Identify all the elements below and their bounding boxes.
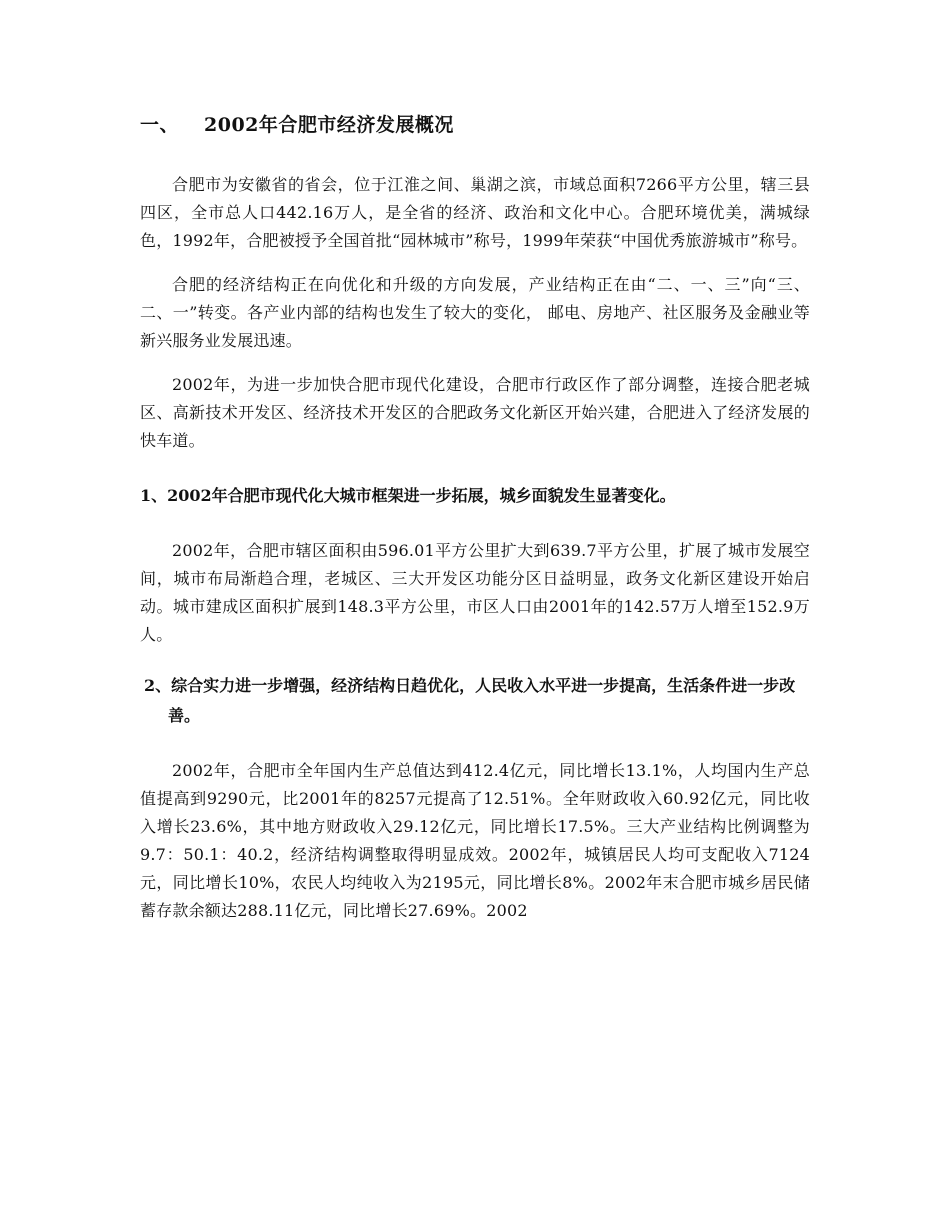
section-2-paragraph: 2002年，合肥市全年国内生产总值达到412.4亿元，同比增长13.1%，人均国内生产总值提高到9290元，比2001年的8257元提高了12.51%。全年财政收入60.92亿元，同比收入增长23.6%，其中地方财政收入29.12亿元，同比增长17.5%。三大产业结构比例调整为9.7：50.1：40.2，经济结构调整取得明显成效。2002年，城镇居民人均可支配收入7124元，同比增长10%，农民人均纯收入为2195元，同比增长8%。2002年末合肥市城乡居民储蓄存款余额达288.11亿元，同比增长27.69%。2002 [140, 761, 810, 920]
section-1-heading: 1、2002年合肥市现代化大城市框架进一步拓展，城乡面貌发生显著变化。 [140, 486, 676, 505]
section-1-paragraph: 2002年，合肥市辖区面积由596.01平方公里扩大到639.7平方公里，扩展了城市发展空间，城市布局渐趋合理，老城区、三大开发区功能分区日益明显，政务文化新区建设开始启动。城市建成区面积扩展到148.3平方公里，市区人口由2001年的142.57万人增至152.9万人。 [140, 541, 810, 644]
document-page [140, 110, 810, 941]
intro-paragraph-2: 合肥的经济结构正在向优化和升级的方向发展，产业结构正在由“二、一、三”向“三、二、一”转变。各产业内部的结构也发生了较大的变化， 邮电、房地产、社区服务及金融业等新兴服务业发展迅速。 [140, 275, 810, 350]
page-title [140, 110, 810, 137]
title-number: 一、 [140, 114, 180, 136]
title-text: 2002年合肥市经济发展概况 [204, 114, 454, 136]
section-2-heading: 2、综合实力进一步增强，经济结构日趋优化，人民收入水平进一步提高，生活条件进一步改善。 [144, 676, 796, 725]
intro-paragraph-1: 合肥市为安徽省的省会，位于江淮之间、巢湖之滨，市域总面积7266平方公里，辖三县四区，全市总人口442.16万人，是全省的经济、政治和文化中心。合肥环境优美，满城绿色，1992年，合肥被授予全国首批“园林城市”称号，1999年荣获“中国优秀旅游城市”称号。 [140, 175, 810, 250]
intro-paragraph-3: 2002年，为进一步加快合肥市现代化建设，合肥市行政区作了部分调整，连接合肥老城区、高新技术开发区、经济技术开发区的合肥政务文化新区开始兴建，合肥进入了经济发展的快车道。 [140, 375, 810, 450]
